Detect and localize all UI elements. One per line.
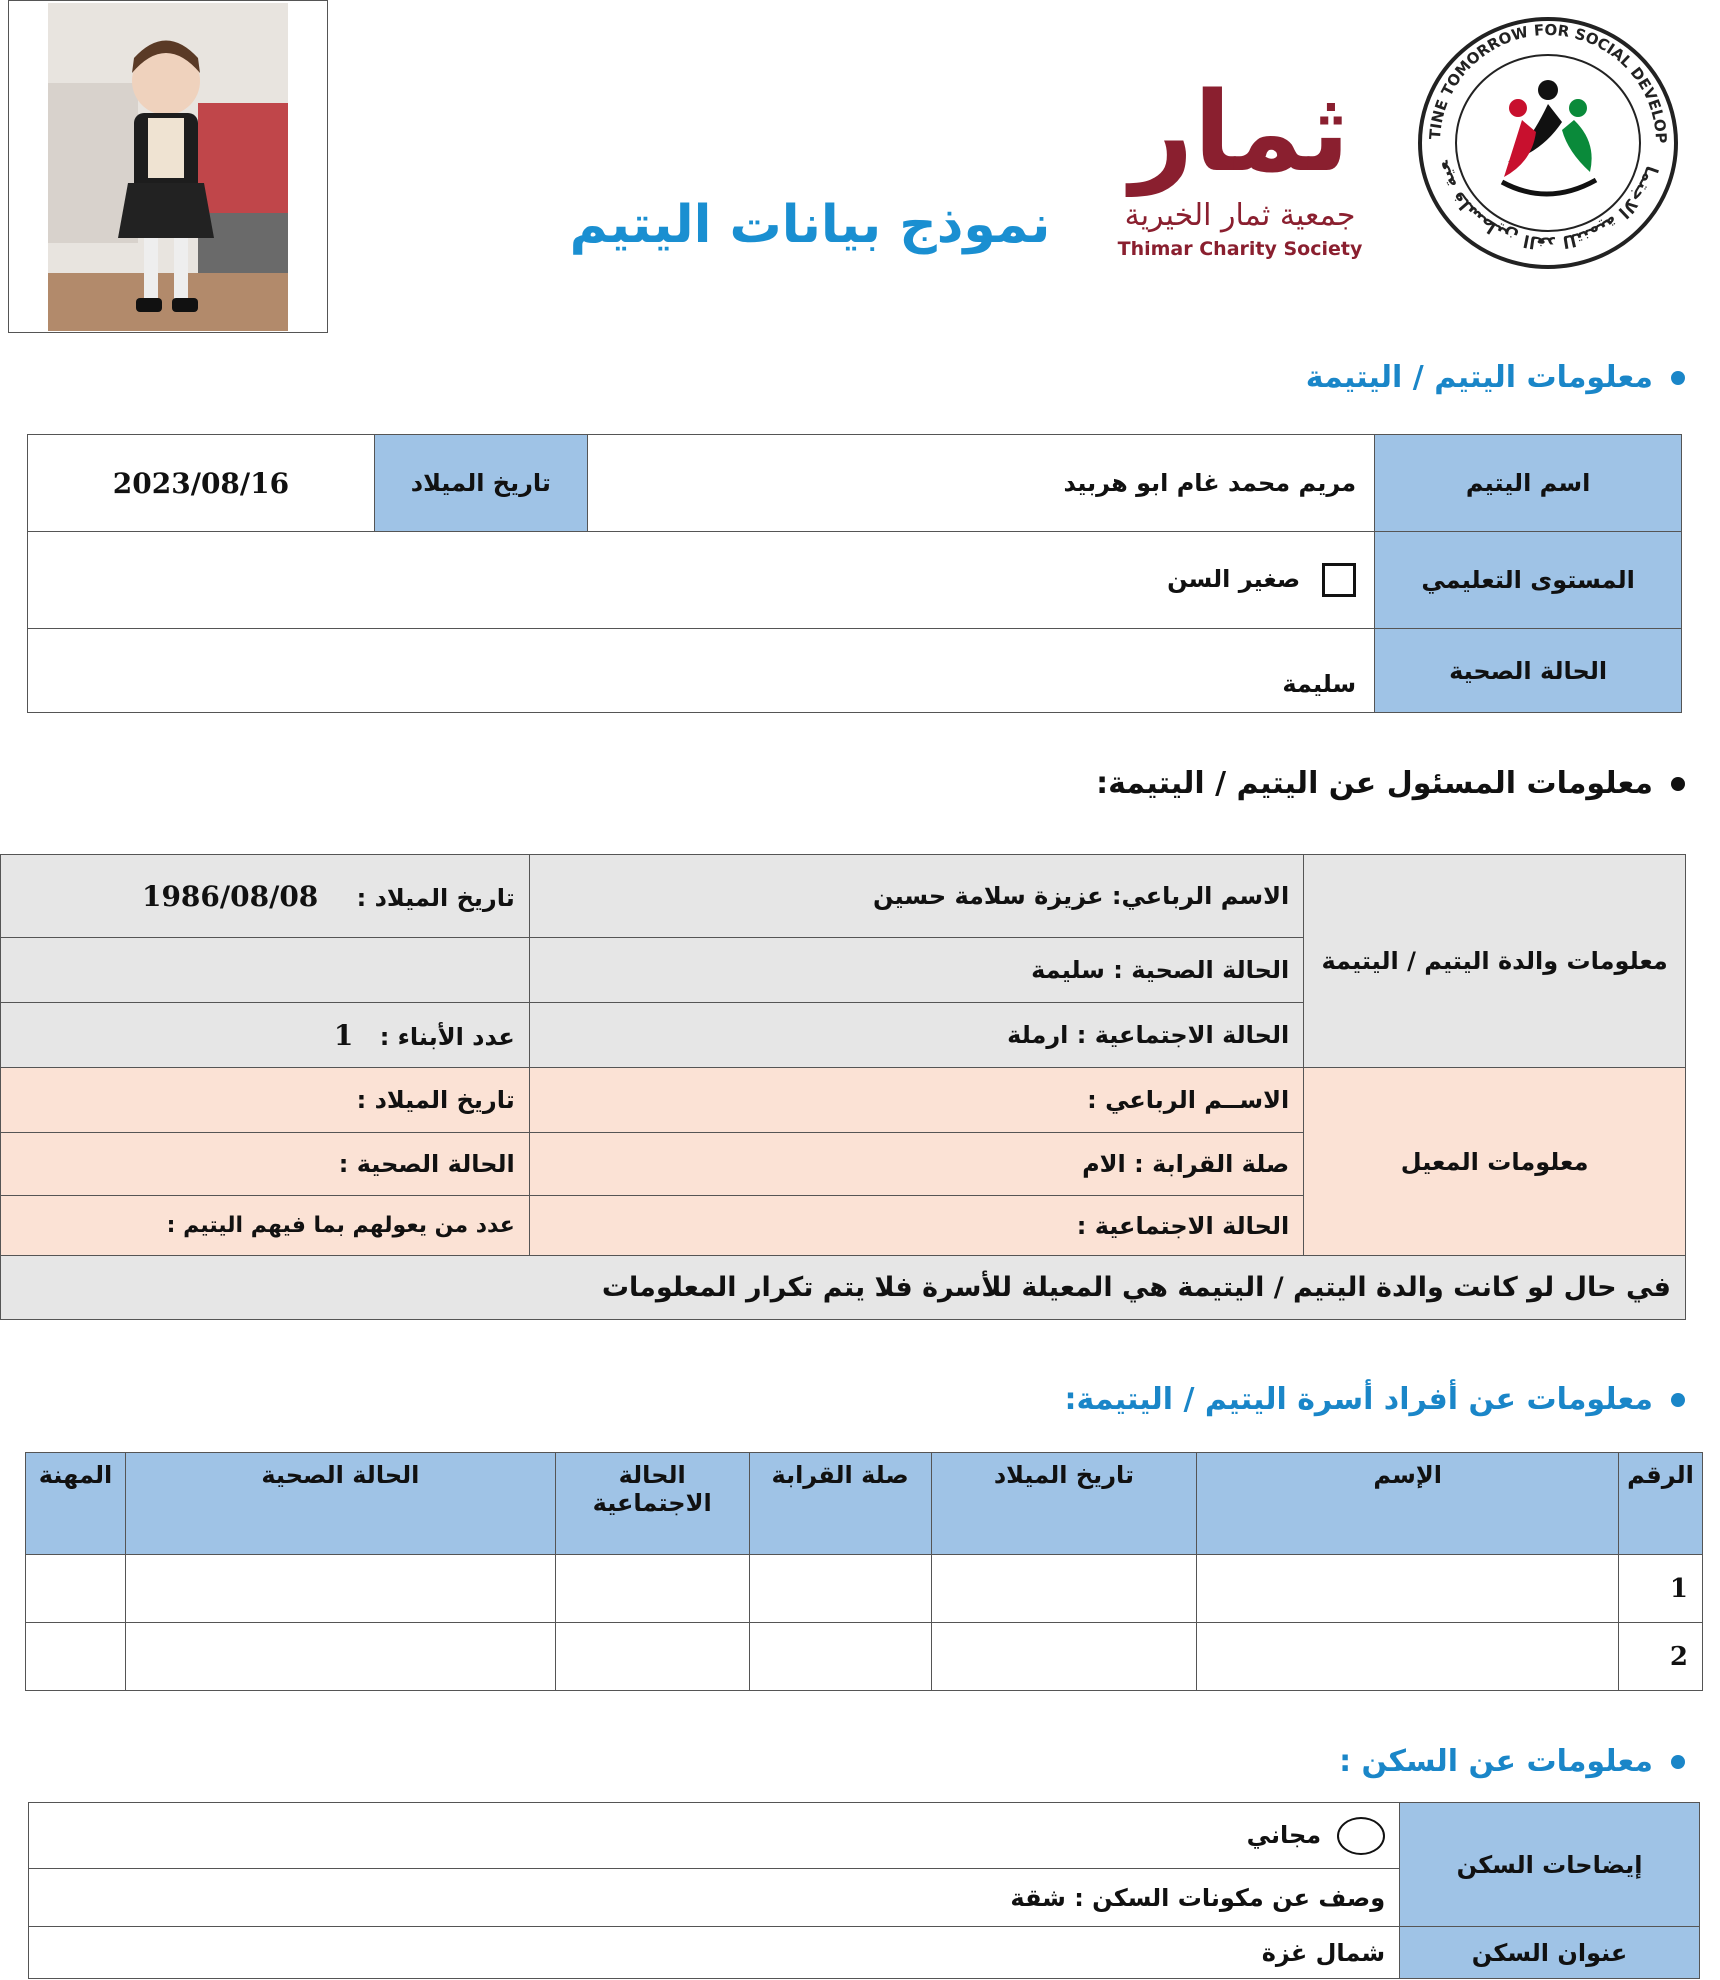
mother-birth[interactable]	[1, 855, 530, 938]
table-cell[interactable]	[26, 1555, 126, 1623]
thimar-name-en: Thimar Charity Society	[1117, 238, 1363, 260]
thimar-logo-mark: ثمار	[1130, 68, 1350, 196]
orphan-name-value[interactable]: مريم محمد غام ابو هربيد	[587, 435, 1374, 532]
education-options	[28, 532, 1375, 629]
guardian-info-table	[0, 854, 1686, 1320]
table-row	[26, 1555, 1703, 1623]
orphan-info-heading-text: معلومات اليتيم / اليتيمة	[1305, 360, 1653, 395]
orphan-info-heading	[1306, 360, 1685, 395]
orphan-birth-label: تاريخ الميلاد	[374, 435, 587, 532]
health-label: الحالة الصحية	[1375, 629, 1682, 713]
row-number: 2	[1619, 1623, 1703, 1691]
guardian-note: في حال لو كانت والدة اليتيم / اليتيمة هي المعيلة للأسرة فلا يتم تكرار المعلومات	[1, 1256, 1686, 1320]
education-label: المستوى التعليمي	[1375, 532, 1682, 629]
table-cell[interactable]	[126, 1623, 556, 1691]
bullet-icon	[1671, 1393, 1685, 1407]
housing-info-heading-text: معلومات عن السكن :	[1339, 1744, 1653, 1779]
mother-empty-cell	[1, 938, 530, 1003]
provider-social[interactable]: الحالة الاجتماعية :	[529, 1196, 1303, 1256]
row-number: 1	[1619, 1555, 1703, 1623]
mother-info-label: معلومات والدة اليتيم / اليتيمة	[1304, 855, 1686, 1068]
family-info-heading-text: معلومات عن أفراد أسرة اليتيم / اليتيمة:	[1064, 1382, 1653, 1417]
table-cell[interactable]	[931, 1623, 1197, 1691]
housing-clarifications-label: إيضاحات السكن	[1400, 1803, 1700, 1927]
table-cell[interactable]	[749, 1623, 931, 1691]
housing-address-label: عنوان السكن	[1400, 1927, 1700, 1979]
free-housing-radio[interactable]	[1337, 1817, 1385, 1855]
table-cell[interactable]	[749, 1555, 931, 1623]
free-housing-option-label: مجاني	[1246, 1820, 1322, 1849]
young-age-option-label: صغير السن	[1167, 565, 1301, 593]
provider-info-label: معلومات المعيل	[1304, 1068, 1686, 1256]
housing-components[interactable]: وصف عن مكونات السكن : شقة	[29, 1869, 1400, 1927]
family-info-heading	[1065, 1382, 1686, 1417]
family-col-relation: صلة القرابة	[749, 1453, 931, 1555]
provider-birth[interactable]: تاريخ الميلاد :	[1, 1068, 530, 1133]
thimar-logo	[1100, 40, 1380, 270]
table-cell[interactable]	[555, 1555, 749, 1623]
family-col-social: الحالة الاجتماعية	[555, 1453, 749, 1555]
family-col-health: الحالة الصحية	[126, 1453, 556, 1555]
table-cell[interactable]	[1197, 1623, 1619, 1691]
orphan-name-label: اسم اليتيم	[1375, 435, 1682, 532]
family-col-number: الرقم	[1619, 1453, 1703, 1555]
family-members-table	[25, 1452, 1703, 1691]
bullet-icon	[1671, 1755, 1685, 1769]
provider-dependents[interactable]: عدد من يعولهم بما فيهم اليتيم :	[1, 1196, 530, 1256]
thimar-name-ar: جمعية ثمار الخيرية	[1124, 198, 1356, 233]
mother-children-value: 1	[333, 1018, 354, 1052]
family-col-name: الإسم	[1197, 1453, 1619, 1555]
table-cell[interactable]	[126, 1555, 556, 1623]
palestine-logo-ar: عية فلسطين الغد للتنمية الاجتماعية	[1432, 158, 1662, 253]
mother-birth-label: تاريخ الميلاد :	[356, 883, 515, 912]
palestine-logo-en: TINE TOMORROW FOR SOCIAL DEVELOP	[1425, 20, 1671, 144]
mother-birth-value: 1986/08/08	[141, 879, 319, 913]
provider-health[interactable]: الحالة الصحية :	[1, 1133, 530, 1196]
mother-children[interactable]	[1, 1003, 530, 1068]
provider-relation[interactable]: صلة القرابة : الام	[529, 1133, 1303, 1196]
housing-address-value[interactable]: شمال غزة	[29, 1927, 1400, 1979]
family-table-header	[26, 1453, 1703, 1555]
housing-ownership-options	[29, 1803, 1400, 1869]
table-cell[interactable]	[555, 1623, 749, 1691]
table-cell[interactable]	[931, 1555, 1197, 1623]
mother-children-label: عدد الأبناء :	[379, 1022, 515, 1051]
housing-info-heading	[1339, 1744, 1685, 1779]
orphan-photo	[8, 0, 328, 333]
table-row	[26, 1623, 1703, 1691]
family-col-profession: المهنة	[26, 1453, 126, 1555]
table-cell[interactable]	[26, 1623, 126, 1691]
mother-social[interactable]: الحالة الاجتماعية : ارملة	[529, 1003, 1303, 1068]
bullet-icon	[1671, 371, 1685, 385]
family-col-birth: تاريخ الميلاد	[931, 1453, 1197, 1555]
guardian-info-heading	[1096, 766, 1685, 801]
table-cell[interactable]	[1197, 1555, 1619, 1623]
young-age-checkbox[interactable]	[1322, 563, 1356, 597]
health-value[interactable]: سليمة	[28, 629, 1375, 713]
bullet-icon	[1671, 777, 1685, 791]
provider-fullname[interactable]: الاســم الرباعي :	[529, 1068, 1303, 1133]
orphan-birth-value[interactable]: 2023/08/16	[28, 435, 375, 532]
guardian-info-heading-text: معلومات المسئول عن اليتيم / اليتيمة:	[1096, 766, 1653, 801]
child-photo-image	[48, 3, 288, 331]
mother-health[interactable]: الحالة الصحية : سليمة	[529, 938, 1303, 1003]
orphan-info-table	[27, 434, 1682, 713]
document-title: نموذج بيانات اليتيم	[569, 195, 1051, 255]
housing-info-table	[28, 1802, 1700, 1979]
mother-fullname[interactable]: الاسم الرباعي: عزيزة سلامة حسين	[529, 855, 1303, 938]
palestine-tomorrow-logo	[1412, 12, 1684, 274]
